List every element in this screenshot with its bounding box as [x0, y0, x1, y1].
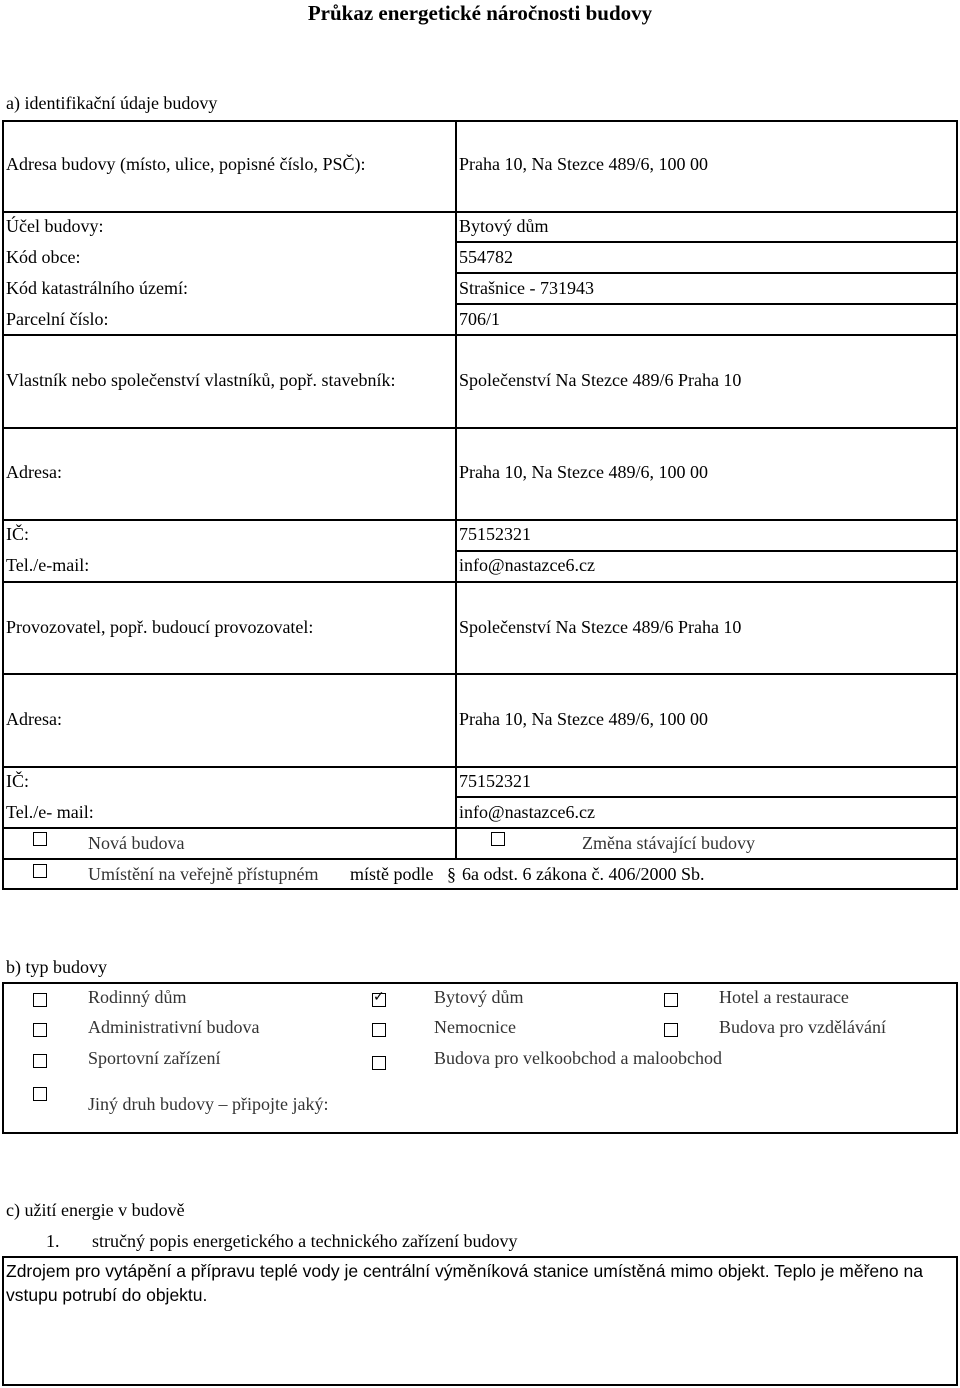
row-divider [2, 427, 958, 429]
municipality-code-value: 554782 [459, 247, 513, 267]
type-education-checkbox[interactable] [664, 1023, 678, 1037]
owner-contact-label: Tel./e-mail: [6, 555, 90, 575]
address-value: Praha 10, Na Stezce 489/6, 100 00 [459, 154, 708, 174]
owner-id-label: IČ: [6, 524, 30, 544]
row-divider [2, 827, 958, 829]
section-a-heading: a) identifikační údaje budovy [6, 93, 218, 113]
section-b-heading: b) typ budovy [6, 957, 107, 977]
type-family-house-checkbox[interactable] [33, 993, 47, 1007]
type-apartment-building-checkbox[interactable] [372, 993, 386, 1007]
owner-value: Společenství Na Stezce 489/6 Praha 10 [459, 370, 742, 390]
public-place-checkbox[interactable] [33, 864, 47, 878]
table-border-right [956, 120, 958, 890]
type-other-checkbox[interactable] [33, 1087, 47, 1101]
new-building-label: Nová budova [88, 833, 185, 853]
table-border-left [2, 120, 4, 890]
type-sports-label: Sportovní zařízení [88, 1048, 221, 1068]
type-apartment-building-label: Bytový dům [434, 987, 524, 1007]
row-divider [2, 581, 958, 583]
owner-address-label: Adresa: [6, 462, 62, 482]
table-c-border-bottom [2, 1384, 958, 1386]
row-divider [2, 519, 958, 521]
law-reference: 6a odst. 6 zákona č. 406/2000 Sb. [462, 864, 705, 884]
owner-contact-value: info@nastazce6.cz [459, 555, 596, 575]
owner-id-value: 75152321 [459, 524, 531, 544]
type-retail-checkbox[interactable] [372, 1056, 386, 1070]
type-hospital-label: Nemocnice [434, 1017, 516, 1037]
purpose-label: Účel budovy: [6, 216, 104, 236]
row-divider [2, 211, 958, 213]
parcel-number-value: 706/1 [459, 309, 501, 329]
operator-id-label: IČ: [6, 771, 30, 791]
page-title: Průkaz energetické náročnosti budovy [307, 1, 653, 25]
parcel-number-label: Parcelní číslo: [6, 309, 109, 329]
table-c-border-right [956, 1256, 958, 1385]
type-family-house-label: Rodinný dům [88, 987, 187, 1007]
type-office-checkbox[interactable] [33, 1023, 47, 1037]
paragraph-sign: § [447, 864, 456, 884]
type-education-label: Budova pro vzdělávání [719, 1017, 886, 1037]
item-label: stručný popis energetického a technického zařízení budovy [92, 1231, 518, 1251]
energy-description-text: Zdrojem pro vytápění a přípravu teplé vody je centrální výměníková stanice umístěná mimo objekt. Teplo je měřeno na vstupu potrubí do objektu. [6, 1261, 923, 1305]
table-c-border-top [2, 1256, 958, 1258]
operator-contact-label: Tel./e- mail: [6, 802, 94, 822]
row-divider [2, 766, 958, 768]
table-c-border-left [2, 1256, 4, 1385]
change-building-checkbox[interactable] [491, 832, 505, 846]
table-border-top [2, 120, 958, 122]
row-divider [2, 334, 958, 336]
operator-id-value: 75152321 [459, 771, 531, 791]
item-number: 1. [46, 1231, 60, 1251]
row-divider [455, 303, 958, 305]
table-b-border-right [956, 982, 958, 1133]
table-column-divider [455, 120, 457, 858]
row-divider [455, 241, 958, 243]
public-place-label: Umístění na veřejně přístupném [88, 864, 319, 884]
owner-address-value: Praha 10, Na Stezce 489/6, 100 00 [459, 462, 708, 482]
table-b-border-left [2, 982, 4, 1133]
row-divider [2, 858, 958, 860]
type-hotel-label: Hotel a restaurace [719, 987, 849, 1007]
cadastral-area-label: Kód katastrálního území: [6, 278, 188, 298]
operator-address-label: Adresa: [6, 709, 62, 729]
owner-label: Vlastník nebo společenství vlastníků, popř. stavebník: [6, 370, 396, 390]
row-divider [455, 272, 958, 274]
row-divider [455, 550, 958, 552]
type-other-label: Jiný druh budovy – připojte jaký: [88, 1094, 329, 1114]
operator-value: Společenství Na Stezce 489/6 Praha 10 [459, 617, 742, 637]
cadastral-area-value: Strašnice - 731943 [459, 278, 594, 298]
type-hospital-checkbox[interactable] [372, 1023, 386, 1037]
section-c-heading: c) užití energie v budově [6, 1200, 185, 1220]
operator-address-value: Praha 10, Na Stezce 489/6, 100 00 [459, 709, 708, 729]
municipality-code-label: Kód obce: [6, 247, 81, 267]
row-divider [2, 673, 958, 675]
operator-contact-value: info@nastazce6.cz [459, 802, 596, 822]
change-building-label: Změna stávající budovy [582, 833, 755, 853]
table-b-border-bottom [2, 1132, 958, 1134]
new-building-checkbox[interactable] [33, 832, 47, 846]
type-sports-checkbox[interactable] [33, 1054, 47, 1068]
type-office-label: Administrativní budova [88, 1017, 260, 1037]
table-b-border-top [2, 982, 958, 984]
operator-label: Provozovatel, popř. budoucí provozovatel: [6, 617, 314, 637]
row-divider [455, 796, 958, 798]
table-border-bottom [2, 888, 958, 890]
purpose-value: Bytový dům [459, 216, 549, 236]
type-hotel-checkbox[interactable] [664, 993, 678, 1007]
public-place-label-cont: místě podle [350, 864, 434, 884]
address-label: Adresa budovy (místo, ulice, popisné číslo, PSČ): [6, 154, 366, 174]
type-retail-label: Budova pro velkoobchod a maloobchod [434, 1048, 722, 1068]
